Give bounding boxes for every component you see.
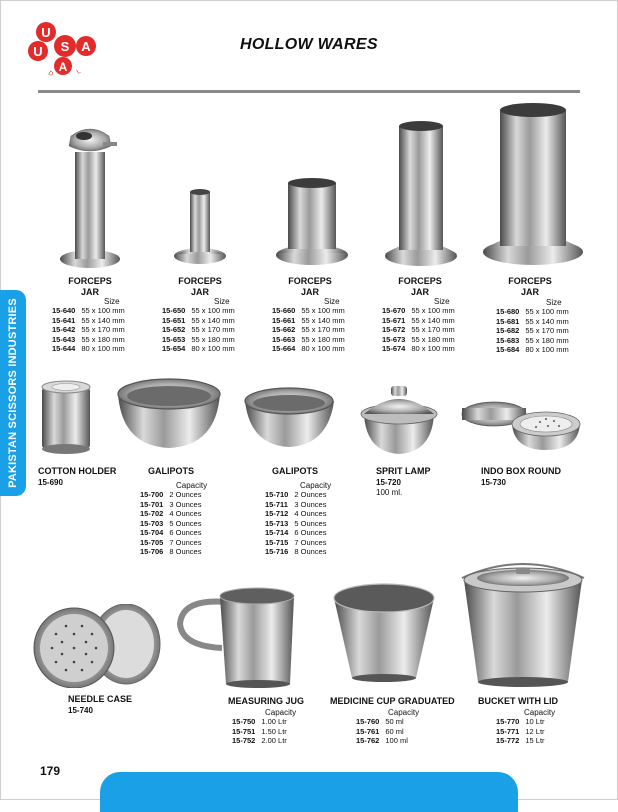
side-tab-label: PAKISTAN SCISSORS INDUSTRIES bbox=[7, 298, 19, 488]
table-row bbox=[265, 509, 326, 519]
item-size: 55 x 180 mm bbox=[191, 334, 235, 344]
table-row bbox=[232, 736, 287, 746]
item-capacity: 2 Ounces bbox=[169, 490, 202, 499]
item-size: 55 x 100 mm bbox=[411, 306, 455, 315]
table-row bbox=[496, 717, 545, 727]
measuring-jug-table bbox=[232, 717, 287, 746]
forceps-jar-2-name-line2: JAR bbox=[190, 287, 209, 297]
item-code: 15-681 bbox=[496, 316, 520, 326]
forceps-jar-2-size-header: Size bbox=[214, 297, 230, 306]
item-code: 15-644 bbox=[52, 344, 76, 353]
item-code: 15-714 bbox=[265, 528, 289, 537]
item-size: 55 x 100 mm bbox=[301, 306, 345, 315]
item-capacity: 12 Ltr bbox=[525, 726, 545, 736]
item-code: 15-673 bbox=[382, 334, 406, 344]
table-row bbox=[140, 500, 201, 510]
item-capacity: 7 Ounces bbox=[169, 537, 202, 547]
footer-bar bbox=[100, 772, 518, 812]
item-capacity: 1.50 Ltr bbox=[261, 726, 287, 736]
item-code: 15-771 bbox=[496, 726, 520, 736]
item-size: 55 x 100 mm bbox=[525, 307, 569, 316]
table-row bbox=[382, 344, 455, 354]
table-row bbox=[140, 509, 201, 519]
item-code: 15-642 bbox=[52, 325, 76, 334]
forceps-jar-5-image bbox=[478, 100, 588, 270]
measuring-jug-capacity-header: Capacity bbox=[265, 708, 297, 717]
usa-dental-logo bbox=[28, 14, 102, 76]
galipot-1-image bbox=[114, 374, 224, 454]
table-row bbox=[272, 325, 345, 335]
forceps-jar-3-name-line1: FORCEPS bbox=[288, 276, 332, 286]
item-size: 55 x 140 mm bbox=[525, 316, 569, 326]
item-code: 15-684 bbox=[496, 345, 520, 354]
sprit-lamp-name: SPRIT LAMP bbox=[376, 466, 431, 476]
item-code: 15-706 bbox=[140, 547, 164, 556]
medicine-cup-capacity-header: Capacity bbox=[388, 708, 420, 717]
item-code: 15-683 bbox=[496, 335, 520, 345]
item-size: 55 x 140 mm bbox=[191, 315, 235, 325]
bucket-image bbox=[456, 556, 590, 688]
forceps-jar-4-name bbox=[385, 276, 455, 298]
table-row bbox=[382, 306, 455, 316]
forceps-jar-3-name-line2: JAR bbox=[300, 287, 319, 297]
indo-box-code: 15-730 bbox=[481, 478, 506, 487]
forceps-jar-2-name-line1: FORCEPS bbox=[178, 276, 222, 286]
table-row bbox=[52, 335, 125, 345]
item-size: 55 x 180 mm bbox=[525, 335, 569, 345]
item-capacity: 15 Ltr bbox=[525, 736, 545, 745]
table-row bbox=[162, 335, 235, 345]
item-size: 80 x 100 mm bbox=[191, 344, 235, 353]
table-row bbox=[496, 307, 569, 317]
item-code: 15-662 bbox=[272, 325, 296, 334]
item-code: 15-674 bbox=[382, 344, 406, 353]
item-code: 15-710 bbox=[265, 490, 289, 499]
item-capacity: 50 ml bbox=[385, 717, 404, 726]
page-number: 179 bbox=[40, 764, 61, 778]
table-row bbox=[265, 538, 326, 548]
cotton-holder-image bbox=[36, 377, 96, 457]
item-capacity: 6 Ounces bbox=[169, 528, 202, 537]
item-size: 55 x 170 mm bbox=[191, 325, 235, 334]
page-title: HOLLOW WARES bbox=[240, 36, 378, 53]
item-code: 15-641 bbox=[52, 315, 76, 325]
item-code: 15-671 bbox=[382, 315, 406, 325]
item-code: 15-716 bbox=[265, 547, 289, 556]
table-row bbox=[496, 727, 545, 737]
item-code: 15-682 bbox=[496, 326, 520, 335]
item-code: 15-701 bbox=[140, 499, 164, 509]
galipot-2-image bbox=[242, 383, 337, 453]
table-row bbox=[140, 519, 201, 529]
item-code: 15-703 bbox=[140, 518, 164, 528]
table-row bbox=[265, 500, 326, 510]
item-code: 15-643 bbox=[52, 334, 76, 344]
item-code: 15-670 bbox=[382, 306, 406, 315]
side-tab bbox=[0, 290, 26, 496]
svg-text:U: U bbox=[41, 25, 51, 40]
medicine-cup-name: MEDICINE CUP GRADUATED bbox=[330, 696, 455, 706]
forceps-jar-5-size-header: Size bbox=[546, 298, 562, 307]
forceps-jar-5-name bbox=[495, 276, 565, 298]
svg-text:U: U bbox=[33, 44, 43, 59]
item-code: 15-715 bbox=[265, 537, 289, 547]
table-row bbox=[265, 519, 326, 529]
forceps-jar-3-name bbox=[275, 276, 345, 298]
forceps-jar-2-image bbox=[170, 188, 230, 268]
header-rule bbox=[38, 90, 580, 93]
table-row bbox=[265, 547, 326, 557]
item-size: 80 x 100 mm bbox=[525, 345, 569, 354]
item-capacity: 10 Ltr bbox=[525, 717, 545, 726]
table-row bbox=[272, 316, 345, 326]
forceps-jar-4-size-header: Size bbox=[434, 297, 450, 306]
item-capacity: 2.00 Ltr bbox=[261, 736, 287, 745]
table-row bbox=[52, 306, 125, 316]
item-code: 15-650 bbox=[162, 306, 186, 315]
item-code: 15-663 bbox=[272, 334, 296, 344]
forceps-jar-1-name-line1: FORCEPS bbox=[68, 276, 112, 286]
forceps-jar-5-name-line1: FORCEPS bbox=[508, 276, 552, 286]
table-row bbox=[382, 325, 455, 335]
item-code: 15-713 bbox=[265, 518, 289, 528]
item-capacity: 5 Ounces bbox=[294, 518, 327, 528]
needle-case-name: NEEDLE CASE bbox=[68, 694, 133, 704]
item-size: 55 x 140 mm bbox=[301, 315, 345, 325]
item-capacity: 8 Ounces bbox=[169, 547, 202, 556]
table-row bbox=[140, 547, 201, 557]
forceps-jar-5-name-line2: JAR bbox=[520, 287, 539, 297]
item-code: 15-762 bbox=[356, 736, 380, 745]
item-capacity: 4 Ounces bbox=[294, 509, 327, 518]
medicine-cup-image bbox=[330, 578, 438, 682]
table-row bbox=[356, 736, 408, 746]
item-size: 55 x 100 mm bbox=[81, 306, 125, 315]
medicine-cup-table bbox=[356, 717, 408, 746]
forceps-jar-1-name-line2: JAR bbox=[80, 287, 99, 297]
svg-text:A: A bbox=[58, 60, 68, 74]
bucket-table bbox=[496, 717, 545, 746]
sprit-lamp-capacity: 100 ml. bbox=[376, 488, 403, 497]
table-row bbox=[496, 336, 569, 346]
item-code: 15-661 bbox=[272, 315, 296, 325]
forceps-jar-3-image bbox=[272, 175, 352, 267]
table-row bbox=[496, 317, 569, 327]
table-row bbox=[265, 528, 326, 538]
item-code: 15-640 bbox=[52, 306, 76, 315]
item-code: 15-652 bbox=[162, 325, 186, 334]
measuring-jug-name: MEASURING JUG bbox=[228, 696, 305, 706]
table-row bbox=[162, 344, 235, 354]
item-size: 55 x 100 mm bbox=[191, 306, 235, 315]
item-size: 55 x 170 mm bbox=[411, 325, 455, 334]
item-code: 15-751 bbox=[232, 726, 256, 736]
forceps-jar-4-table bbox=[382, 306, 455, 354]
indo-box-name: INDO BOX ROUND bbox=[481, 466, 562, 476]
table-row bbox=[496, 326, 569, 336]
table-row bbox=[496, 345, 569, 355]
item-capacity: 3 Ounces bbox=[294, 499, 327, 509]
table-row bbox=[140, 528, 201, 538]
item-capacity: 1.00 Ltr bbox=[261, 717, 287, 726]
item-code: 15-702 bbox=[140, 509, 164, 518]
table-row bbox=[382, 335, 455, 345]
item-capacity: 7 Ounces bbox=[294, 537, 327, 547]
forceps-jar-2-table bbox=[162, 306, 235, 354]
item-size: 80 x 100 mm bbox=[411, 344, 455, 353]
forceps-jar-4-name-line1: FORCEPS bbox=[398, 276, 442, 286]
item-code: 15-761 bbox=[356, 726, 380, 736]
galipot-1-capacity-header: Capacity bbox=[176, 481, 208, 490]
bucket-name: BUCKET WITH LID bbox=[478, 696, 558, 706]
item-code: 15-660 bbox=[272, 306, 296, 315]
forceps-jar-3-size-header: Size bbox=[324, 297, 340, 306]
item-code: 15-672 bbox=[382, 325, 406, 334]
item-size: 55 x 140 mm bbox=[81, 315, 125, 325]
item-code: 15-654 bbox=[162, 344, 186, 353]
table-row bbox=[162, 306, 235, 316]
item-size: 55 x 180 mm bbox=[301, 334, 345, 344]
sprit-lamp-code: 15-720 bbox=[376, 478, 401, 487]
item-code: 15-680 bbox=[496, 307, 520, 316]
item-code: 15-704 bbox=[140, 528, 164, 537]
galipot-2-name: GALIPOTS bbox=[272, 466, 319, 476]
cotton-holder-code: 15-690 bbox=[38, 478, 63, 487]
table-row bbox=[232, 717, 287, 727]
item-capacity: 100 ml bbox=[385, 736, 408, 745]
item-capacity: 5 Ounces bbox=[169, 518, 202, 528]
item-size: 55 x 180 mm bbox=[411, 334, 455, 344]
table-row bbox=[356, 717, 408, 727]
table-row bbox=[265, 490, 326, 500]
item-code: 15-760 bbox=[356, 717, 380, 726]
item-capacity: 2 Ounces bbox=[294, 490, 327, 499]
needle-case-code: 15-740 bbox=[68, 706, 93, 715]
table-row bbox=[162, 325, 235, 335]
item-code: 15-653 bbox=[162, 334, 186, 344]
table-row bbox=[272, 306, 345, 316]
table-row bbox=[140, 490, 201, 500]
table-row bbox=[52, 325, 125, 335]
table-row bbox=[496, 736, 545, 746]
svg-text:S: S bbox=[60, 39, 70, 54]
item-size: 55 x 170 mm bbox=[301, 325, 345, 334]
galipot-1-name: GALIPOTS bbox=[148, 466, 195, 476]
item-size: 55 x 180 mm bbox=[81, 334, 125, 344]
item-capacity: 4 Ounces bbox=[169, 509, 202, 518]
item-code: 15-772 bbox=[496, 736, 520, 745]
bucket-capacity-header: Capacity bbox=[524, 708, 556, 717]
galipot-2-capacity-header: Capacity bbox=[300, 481, 332, 490]
table-row bbox=[272, 344, 345, 354]
table-row bbox=[162, 316, 235, 326]
table-row bbox=[232, 727, 287, 737]
table-row bbox=[356, 727, 408, 737]
item-code: 15-770 bbox=[496, 717, 520, 726]
item-code: 15-712 bbox=[265, 509, 289, 518]
forceps-jar-1-name bbox=[55, 276, 125, 298]
indo-box-image bbox=[460, 384, 585, 456]
item-size: 80 x 100 mm bbox=[81, 344, 125, 353]
svg-text:L: L bbox=[76, 68, 82, 76]
measuring-jug-image bbox=[172, 580, 300, 688]
item-capacity: 60 ml bbox=[385, 726, 404, 736]
item-code: 15-750 bbox=[232, 717, 256, 726]
table-row bbox=[140, 538, 201, 548]
forceps-jar-1-size-header: Size bbox=[104, 297, 120, 306]
item-code: 15-711 bbox=[265, 499, 288, 509]
forceps-jar-5-table bbox=[496, 307, 569, 355]
forceps-jar-4-image bbox=[381, 118, 461, 270]
svg-text:D: D bbox=[47, 70, 54, 76]
item-code: 15-752 bbox=[232, 736, 256, 745]
table-row bbox=[52, 316, 125, 326]
item-capacity: 6 Ounces bbox=[294, 528, 327, 537]
needle-case-image bbox=[32, 604, 162, 688]
forceps-jar-1-image bbox=[55, 122, 125, 272]
forceps-jar-2-name bbox=[165, 276, 235, 298]
item-size: 80 x 100 mm bbox=[301, 344, 345, 353]
item-code: 15-651 bbox=[162, 315, 186, 325]
forceps-jar-4-name-line2: JAR bbox=[410, 287, 429, 297]
svg-text:A: A bbox=[81, 39, 91, 54]
galipot-2-table bbox=[265, 490, 326, 557]
item-capacity: 8 Ounces bbox=[294, 547, 327, 556]
item-capacity: 3 Ounces bbox=[169, 499, 202, 509]
item-code: 15-700 bbox=[140, 490, 164, 499]
cotton-holder-name: COTTON HOLDER bbox=[38, 466, 117, 476]
table-row bbox=[382, 316, 455, 326]
forceps-jar-1-table bbox=[52, 306, 125, 354]
galipot-1-table bbox=[140, 490, 201, 557]
item-code: 15-664 bbox=[272, 344, 296, 353]
forceps-jar-3-table bbox=[272, 306, 345, 354]
table-row bbox=[272, 335, 345, 345]
item-size: 55 x 170 mm bbox=[81, 325, 125, 334]
item-size: 55 x 140 mm bbox=[411, 315, 455, 325]
sprit-lamp-image bbox=[358, 380, 440, 456]
item-size: 55 x 170 mm bbox=[525, 326, 569, 335]
item-code: 15-705 bbox=[140, 537, 164, 547]
table-row bbox=[52, 344, 125, 354]
